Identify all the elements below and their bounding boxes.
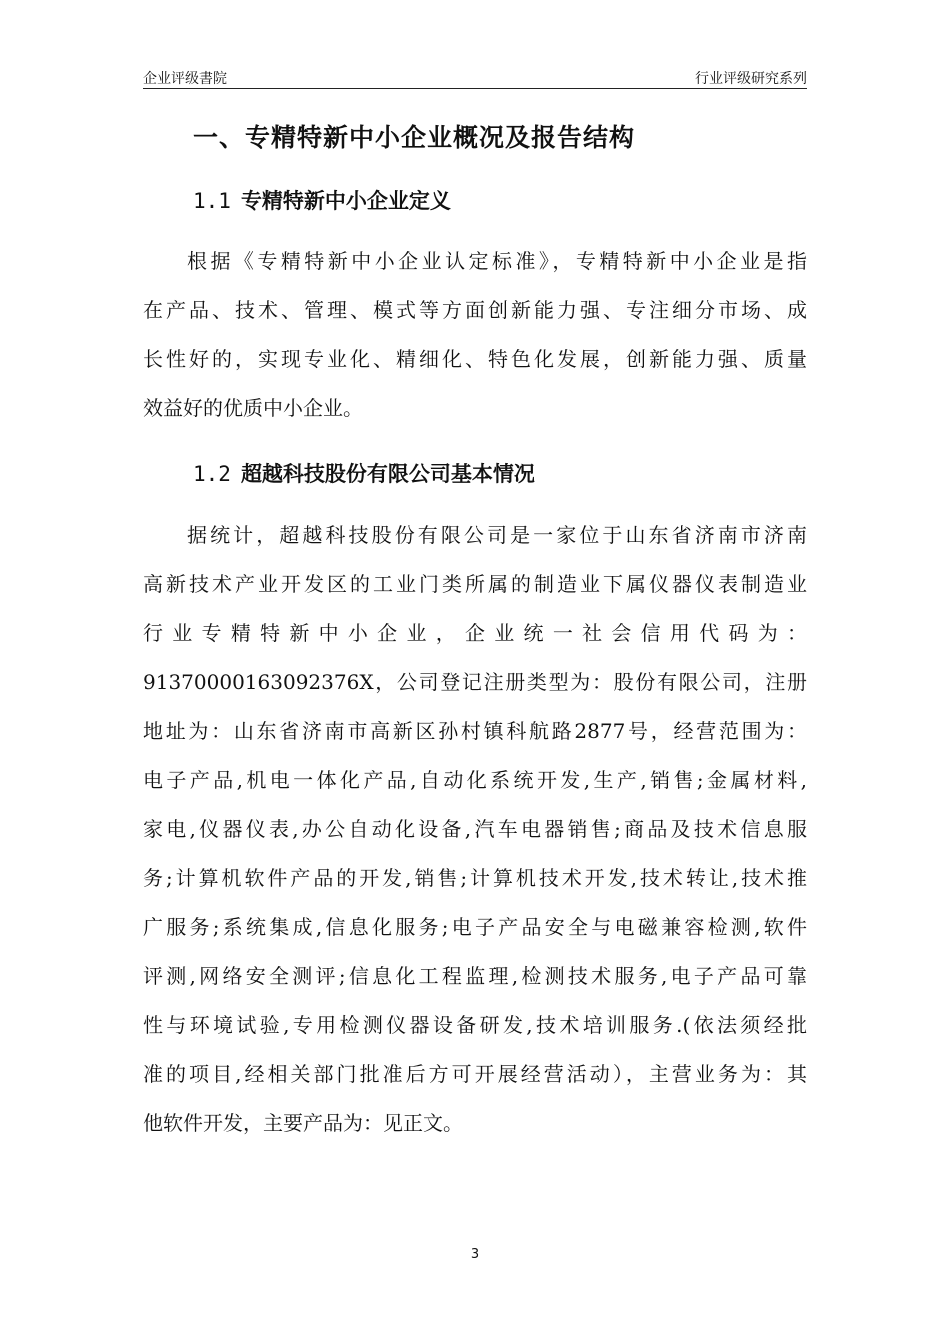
paragraph-line: 广服务;系统集成,信息化服务;电子产品安全与电磁兼容检测,软件 <box>143 915 807 939</box>
section-number: 1.2 <box>193 462 231 486</box>
section-heading-1-2 <box>193 458 535 488</box>
paragraph-line: 电子产品,机电一体化产品,自动化系统开发,生产,销售;金属材料, <box>143 768 807 792</box>
definition-paragraph <box>143 237 807 433</box>
section-heading-1-1 <box>193 185 451 215</box>
paragraph-line: 长性好的，实现专业化、精细化、特色化发展，创新能力强、质量 <box>143 347 807 371</box>
paragraph-line: 据统计，超越科技股份有限公司是一家位于山东省济南市济南 <box>187 523 807 547</box>
section-title: 专精特新中小企业定义 <box>240 189 451 213</box>
paragraph-line: 务;计算机软件产品的开发,销售;计算机技术开发,技术转让,技术推 <box>143 866 807 890</box>
paragraph-line: 地址为：山东省济南市高新区孙村镇科航路2877号，经营范围为： <box>143 719 807 743</box>
section-number: 1.1 <box>193 189 231 213</box>
paragraph-line: 在产品、技术、管理、模式等方面创新能力强、专注细分市场、成 <box>143 298 807 322</box>
paragraph-line: 准的项目,经相关部门批准后方可开展经营活动），主营业务为：其 <box>143 1062 807 1086</box>
paragraph-line: 高新技术产业开发区的工业门类所属的制造业下属仪器仪表制造业 <box>143 572 807 596</box>
chapter-title: 一、专精特新中小企业概况及报告结构 <box>193 123 636 152</box>
header-publisher: 企业评级書院 <box>143 71 227 87</box>
paragraph-line: 评测,网络安全测评;信息化工程监理,检测技术服务,电子产品可靠 <box>143 964 807 988</box>
paragraph-line: 行业专精特新中小企业，企业统一社会信用代码为： <box>143 621 807 645</box>
paragraph-line: 根据《专精特新中小企业认定标准》，专精特新中小企业是指 <box>187 249 807 273</box>
paragraph-line: 91370000163092376X，公司登记注册类型为：股份有限公司，注册 <box>143 670 807 694</box>
paragraph-line: 效益好的优质中小企业。 <box>143 396 363 420</box>
paragraph-line: 他软件开发，主要产品为：见正文。 <box>143 1111 463 1135</box>
paragraph-line: 性与环境试验,专用检测仪器设备研发,技术培训服务.(依法须经批 <box>143 1013 807 1037</box>
page-header <box>143 66 807 89</box>
header-series: 行业评级研究系列 <box>695 71 807 87</box>
paragraph-line: 家电,仪器仪表,办公自动化设备,汽车电器销售;商品及技术信息服 <box>143 817 807 841</box>
company-info-paragraph <box>143 511 807 1148</box>
page-number: 3 <box>470 1247 480 1262</box>
section-title: 超越科技股份有限公司基本情况 <box>240 462 535 486</box>
